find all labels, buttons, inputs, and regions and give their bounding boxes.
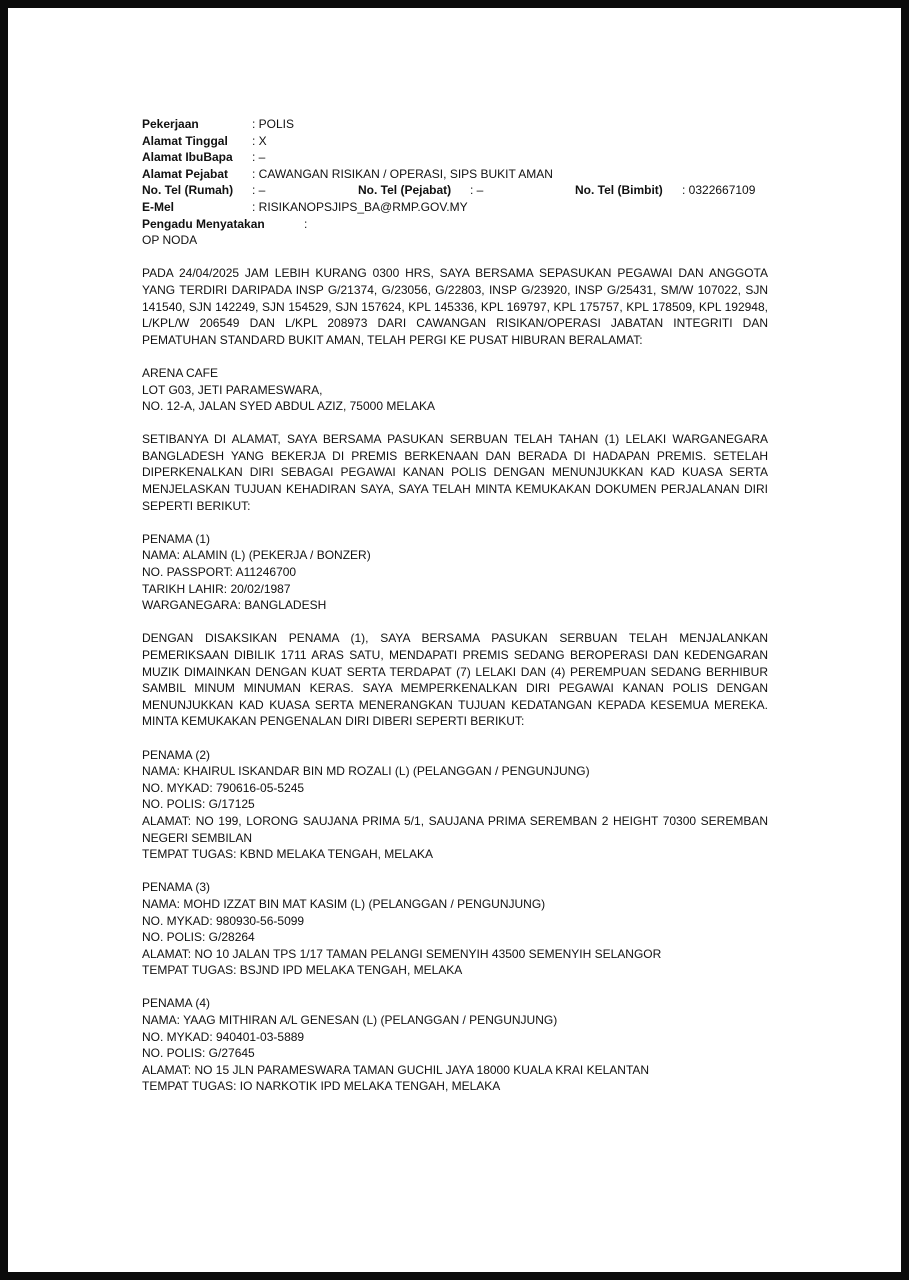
statement-content — [142, 116, 768, 1095]
tel-rumah-value: : – — [252, 183, 266, 198]
pengadu-value: : — [304, 216, 308, 231]
pekerjaan-label: Pekerjaan — [142, 117, 199, 131]
penama-alamat: ALAMAT: NO 199, LORONG SAUJANA PRIMA 5/1, SAUJANA PRIMA SEREMBAN 2 HEIGHT 70300 SEREMBAN NEGERI SEMBILAN — [142, 813, 768, 845]
op-name: OP NODA — [142, 233, 198, 248]
alamat-pejabat-value: : CAWANGAN RISIKAN / OPERASI, SIPS BUKIT AMAN — [252, 166, 553, 181]
tel-bimbit-label: No. Tel (Bimbit) — [575, 183, 663, 198]
penama-mykad: NO. MYKAD: 940401-03-5889 — [142, 1029, 305, 1044]
penama-nama: NAMA: MOHD IZZAT BIN MAT KASIM (L) (PELANGGAN / PENGUNJUNG) — [142, 896, 546, 911]
tel-pejabat-label: No. Tel (Pejabat) — [358, 183, 452, 198]
paragraph-1: PADA 24/04/2025 JAM LEBIH KURANG 0300 HRS, SAYA BERSAMA SEPASUKAN PEGAWAI DAN ANGGOTA YANG TERDIRI DARIPADA INSP G/21374, G/23056, G/22803, INSP G/23920, INSP G/25431, SM/W 107022, SJN 141540, SJN 142249, SJN 154529, SJN 157624, KPL 145336, KPL 169797, KPL 175757, KPL 178509, KPL 192948, L/KPL/W 206549 DAN L/KPL 208973 DARI CAWANGAN RISIKAN/OPERASI JABATAN INTEGRITI DAN PEMATUHAN STANDARD BUKIT AMAN, TELAH PERGI KE PUSAT HIBURAN BERALAMAT: — [142, 266, 768, 347]
penama-4-block — [142, 995, 768, 1095]
field-alamat-pejabat — [142, 166, 768, 183]
paragraph-2: SETIBANYA DI ALAMAT, SAYA BERSAMA PASUKAN SERBUAN TELAH TAHAN (1) LELAKI WARGANEGARA BANGLADESH YANG BEKERJA DI PREMIS BERKENAAN DAN BERADA DI HADAPAN PREMIS. SETELAH DIPERKENALKAN DIRI SEBAGAI PEGAWAI KANAN POLIS DENGAN MENUNJUKKAN KAD KUASA SERTA MENJELASKAN TUJUAN KEHADIRAN SAYA, SAYA TELAH MINTA KEMUKAKAN DOKUMEN PERJALANAN DIRI SEPERTI BERIKUT: — [142, 432, 768, 513]
tel-pejabat-value: : – — [470, 183, 484, 198]
penama-tugas: TEMPAT TUGAS: KBND MELAKA TENGAH, MELAKA — [142, 847, 433, 862]
penama-mykad: NO. MYKAD: 790616-05-5245 — [142, 780, 305, 795]
penama-polis: NO. POLIS: G/17125 — [142, 797, 255, 812]
penama-tugas: TEMPAT TUGAS: BSJND IPD MELAKA TENGAH, MELAKA — [142, 963, 463, 978]
penama-warganegara: WARGANEGARA: BANGLADESH — [142, 598, 327, 613]
pekerjaan-value: : POLIS — [252, 117, 295, 131]
field-telephones — [142, 182, 768, 199]
address-line: LOT G03, JETI PARAMESWARA, — [142, 382, 323, 397]
penama-3-block — [142, 879, 768, 979]
field-pengadu — [142, 216, 768, 233]
penama-heading: PENAMA (1) — [142, 531, 211, 546]
penama-alamat: ALAMAT: NO 15 JLN PARAMESWARA TAMAN GUCHIL JAYA 18000 KUALA KRAI KELANTAN — [142, 1062, 650, 1077]
penama-heading: PENAMA (4) — [142, 996, 211, 1011]
field-alamat-tinggal — [142, 133, 768, 150]
penama-nama: NAMA: ALAMIN (L) (PEKERJA / BONZER) — [142, 548, 371, 563]
address-line: ARENA CAFE — [142, 365, 219, 380]
penama-polis: NO. POLIS: G/28264 — [142, 930, 255, 945]
penama-alamat: ALAMAT: NO 10 JALAN TPS 1/17 TAMAN PELANGI SEMENYIH 43500 SEMENYIH SELANGOR — [142, 946, 662, 961]
penama-mykad: NO. MYKAD: 980930-56-5099 — [142, 913, 305, 928]
emel-label: E-Mel — [142, 199, 175, 214]
penama-heading: PENAMA (2) — [142, 747, 211, 762]
penama-passport: NO. PASSPORT: A11246700 — [142, 565, 297, 580]
alamat-ibubapa-label: Alamat IbuBapa — [142, 150, 233, 165]
field-pekerjaan — [142, 116, 768, 133]
field-alamat-ibubapa — [142, 149, 768, 166]
penama-nama: NAMA: KHAIRUL ISKANDAR BIN MD ROZALI (L) (PELANGGAN / PENGUNJUNG) — [142, 764, 590, 779]
alamat-tinggal-label: Alamat Tinggal — [142, 133, 228, 148]
penama-nama: NAMA: YAAG MITHIRAN A/L GENESAN (L) (PELANGGAN / PENGUNJUNG) — [142, 1013, 558, 1028]
penama-tugas: TEMPAT TUGAS: IO NARKOTIK IPD MELAKA TENGAH, MELAKA — [142, 1079, 501, 1094]
penama-polis: NO. POLIS: G/27645 — [142, 1046, 255, 1061]
penama-tarikh-lahir: TARIKH LAHIR: 20/02/1987 — [142, 581, 291, 596]
alamat-tinggal-value: : X — [252, 133, 267, 148]
tel-bimbit-value: : 0322667109 — [682, 183, 756, 198]
tel-rumah-label: No. Tel (Rumah) — [142, 183, 234, 198]
penama-2-block — [142, 747, 768, 863]
address-line: NO. 12-A, JALAN SYED ABDUL AZIZ, 75000 MELAKA — [142, 399, 436, 414]
field-emel — [142, 199, 768, 216]
paragraph-3: DENGAN DISAKSIKAN PENAMA (1), SAYA BERSAMA PASUKAN SERBUAN TELAH MENJALANKAN PEMERIKSAAN DIBILIK 1711 ARAS SATU, MENDAPATI PREMIS SEDANG BEROPERASI DAN KEDENGARAN MUZIK DIMAINKAN DENGAN KUAT SERTA TERDAPAT (7) LELAKI DAN (4) PEREMPUAN SEDANG BERHIBUR SAMBIL MINUM MINUMAN KERAS. SAYA MEMPERKENALKAN DIRI PEGAWAI KANAN POLIS DENGAN MENUNJUKKAN KAD KUASA SERTA MENERANGKAN TUJUAN KEDATANGAN KEPADA KESEMUA MEREKA. MINTA KEMUKAKAN PENGENALAN DIRI DIBERI SEPERTI BERIKUT: — [142, 631, 768, 729]
document-page — [8, 8, 901, 1272]
pengadu-label: Pengadu Menyatakan — [142, 216, 265, 231]
alamat-ibubapa-value: : – — [252, 150, 266, 165]
penama-heading: PENAMA (3) — [142, 880, 211, 895]
alamat-pejabat-label: Alamat Pejabat — [142, 166, 229, 181]
emel-value: : RISIKANOPSJIPS_BA@RMP.GOV.MY — [252, 199, 468, 214]
penama-1-block — [142, 531, 768, 614]
